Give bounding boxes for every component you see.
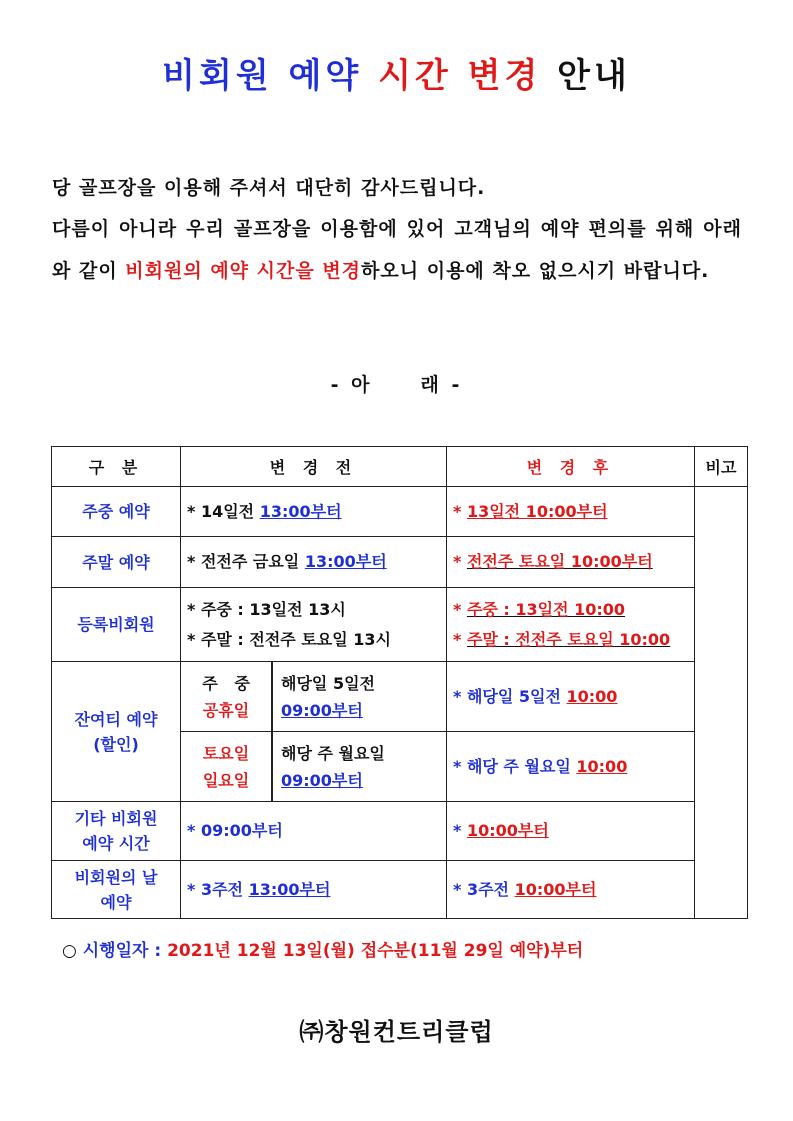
star: * — [187, 879, 201, 899]
after-weekend — [447, 537, 695, 588]
after-text: 해당일 5일전 — [466, 686, 567, 706]
effective-value: 2021년 12월 13일(월) 접수분(11월 29일 예약)부터 — [167, 941, 584, 961]
before-other — [181, 802, 447, 861]
before-text: 전전주 금요일 — [200, 552, 305, 571]
after-time: 10:00부터 — [514, 879, 597, 899]
page-title — [0, 48, 793, 97]
intro-after: 하오니 이용에 착오 없으시기 바랍니다. — [361, 259, 710, 282]
category-line-1: 잔여티 예약 — [74, 709, 158, 729]
table-row-residual-weekday — [52, 662, 748, 732]
sub-label-line-2: 공휴일 — [202, 700, 250, 720]
star: * — [187, 501, 201, 521]
before-text: 09:00부터 — [200, 821, 283, 840]
schedule-table — [51, 446, 748, 919]
intro-text — [52, 168, 742, 292]
category-registered: 등록비회원 — [52, 588, 181, 662]
header-note: 비고 — [695, 447, 748, 487]
after-time: 10:00 — [566, 686, 618, 706]
header-before: 변 경 전 — [181, 447, 447, 487]
table-header-row — [52, 447, 748, 487]
after-residual-weekend — [447, 732, 695, 802]
before-text: 해당 주 월요일 — [281, 743, 385, 763]
after-time: 10:00 — [576, 756, 628, 776]
sub-label-weekday-holiday — [181, 662, 273, 731]
category-residual — [52, 662, 181, 802]
before-time: 09:00부터 — [281, 700, 363, 720]
category-line-1: 기타 비회원 — [74, 809, 158, 828]
after-time: 10:00부터 — [466, 821, 549, 840]
header-category: 구 분 — [52, 447, 181, 487]
star: * — [453, 879, 467, 899]
before-time: 09:00부터 — [281, 770, 363, 790]
star: * — [453, 686, 467, 706]
after-time: 13일전 10:00부터 — [466, 501, 608, 521]
intro-line-2 — [52, 209, 742, 292]
effective-date-line — [62, 936, 583, 961]
sub-label-line-1: 주 중 — [202, 673, 250, 693]
star: * — [453, 599, 467, 619]
sub-label-line-2: 일요일 — [202, 770, 250, 790]
after-time: 전전주 토요일 10:00부터 — [466, 552, 653, 571]
category-line-1: 비회원의 날 — [74, 867, 158, 887]
star: * — [453, 756, 467, 776]
after-residual-weekday — [447, 662, 695, 732]
before-registered — [181, 588, 447, 662]
category-weekday: 주중 예약 — [52, 487, 181, 537]
title-part-2: 시간 변경 — [378, 56, 542, 96]
table-row-weekday — [52, 487, 748, 537]
before-text: 해당일 5일전 — [281, 673, 375, 693]
intro-line-1: 당 골프장을 이용해 주셔서 대단히 감사드립니다. — [52, 177, 486, 199]
after-line-1: 주중 : 13일전 10:00 — [466, 599, 626, 619]
after-weekday — [447, 487, 695, 537]
star: * — [453, 629, 467, 649]
table-row-day — [52, 861, 748, 919]
after-registered — [447, 588, 695, 662]
title-part-1: 비회원 예약 — [162, 56, 379, 96]
before-time: 13:00부터 — [259, 501, 342, 521]
intro-before: 다름이 아니라 우리 골프장을 이용함에 있어 고객님의 예약 편의를 위해 아래와 같이 — [52, 218, 742, 282]
header-after: 변 경 후 — [447, 447, 695, 487]
before-time: 13:00부터 — [248, 879, 331, 899]
before-day — [181, 861, 447, 919]
title-part-3: 안내 — [541, 56, 631, 96]
after-text: 해당 주 월요일 — [466, 756, 577, 776]
before-time: 13:00부터 — [304, 552, 387, 571]
table-row-registered — [52, 588, 748, 662]
star: * — [453, 821, 467, 840]
category-other — [52, 802, 181, 861]
before-text: 14일전 — [200, 501, 260, 521]
notice-heading: - 아 래 - — [330, 374, 463, 396]
before-text: 3주전 — [200, 879, 249, 899]
intro-highlight: 비회원의 예약 시간을 변경 — [125, 259, 362, 282]
before-weekday — [181, 487, 447, 537]
note-cell — [695, 487, 748, 919]
after-other — [447, 802, 695, 861]
sub-label-line-1: 토요일 — [202, 743, 250, 763]
category-line-2: 예약 시간 — [82, 834, 150, 853]
before-weekend — [181, 537, 447, 588]
table-row-other — [52, 802, 748, 861]
star: * — [187, 821, 201, 840]
category-weekend: 주말 예약 — [52, 537, 181, 588]
before-line-2: * 주말 : 전전주 토요일 13시 — [187, 629, 391, 649]
after-day — [447, 861, 695, 919]
table-row-weekend — [52, 537, 748, 588]
before-residual-weekend — [181, 732, 447, 802]
star: * — [453, 552, 467, 571]
before-line-1: * 주중 : 13일전 13시 — [187, 599, 346, 619]
star: * — [453, 501, 467, 521]
before-residual-weekday — [181, 662, 447, 732]
after-text: 3주전 — [466, 879, 515, 899]
after-line-2: 주말 : 전전주 토요일 10:00 — [466, 629, 671, 649]
category-line-2: (할인) — [93, 734, 139, 754]
effective-label: 시행일자 : — [76, 941, 168, 961]
bullet-icon: ○ — [62, 941, 77, 961]
company-name: ㈜창원컨트리클럽 — [299, 1018, 494, 1046]
star: * — [187, 552, 201, 571]
category-line-2: 예약 — [100, 892, 132, 912]
sub-label-sat-sun — [181, 732, 273, 801]
category-day — [52, 861, 181, 919]
